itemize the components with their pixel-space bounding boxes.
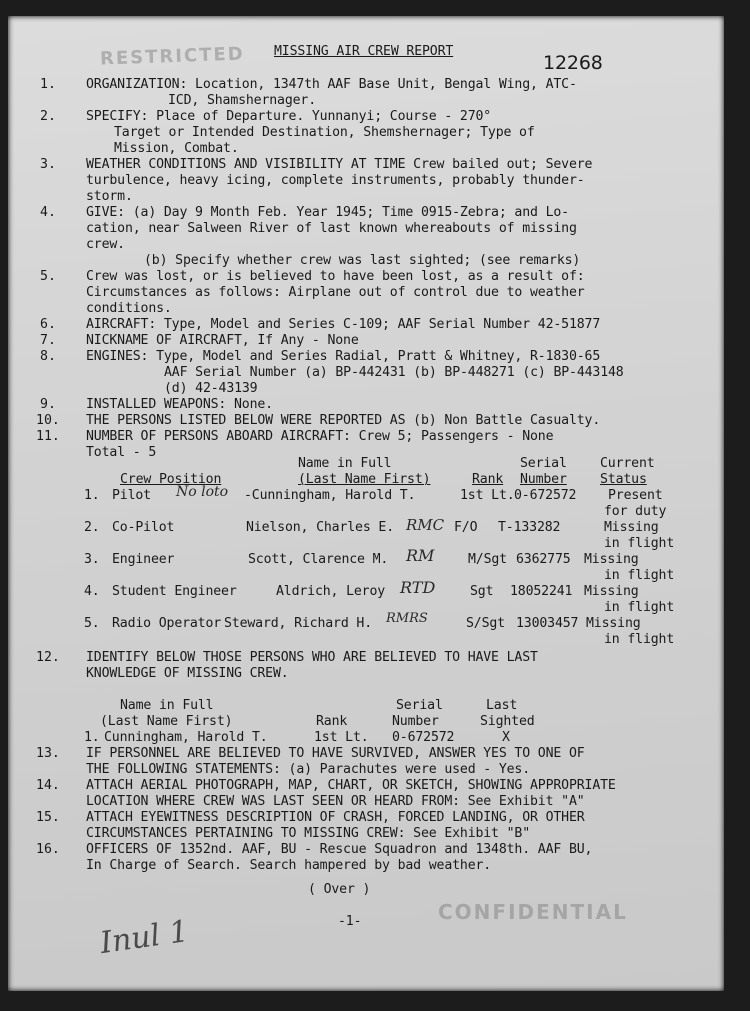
item-number: 15. [36, 810, 60, 825]
item-13-line-1: IF PERSONNEL ARE BELIEVED TO HAVE SURVIVED, ANSWER YES TO ONE OF [86, 746, 585, 761]
crew-row-no: 3. [84, 552, 100, 567]
crew-row-status-1: Missing [586, 616, 641, 631]
item-16-line-1: OFFICERS OF 1352nd. AAF, BU - Rescue Squadron and 1348th. AAF BU, [86, 842, 593, 857]
crew-row-status-2: in flight [604, 632, 675, 647]
crew-row-status-1: Missing [584, 552, 639, 567]
crew-col-name-2: (Last Name First) [298, 472, 431, 487]
item-15-line-2: CIRCUMSTANCES PERTAINING TO MISSING CREW: See Exhibit "B" [86, 826, 531, 841]
crew-row-note: No loto [176, 484, 229, 500]
item-number: 1. [40, 77, 56, 92]
item-number: 4. [40, 205, 56, 220]
crew-row-no: 2. [84, 520, 100, 535]
last-col-serial-2: Number [392, 714, 439, 729]
item-number: 12. [36, 650, 60, 665]
handwritten-initials: Inul 1 [97, 913, 191, 962]
item-7-line-1: NICKNAME OF AIRCRAFT, If Any - None [86, 333, 359, 348]
item-11-line-1: NUMBER OF PERSONS ABOARD AIRCRAFT: Crew 5; Passengers - None [86, 429, 554, 444]
document-page [8, 16, 724, 991]
item-12-line-1: IDENTIFY BELOW THOSE PERSONS WHO ARE BELIEVED TO HAVE LAST [86, 650, 538, 665]
item-number: 5. [40, 269, 56, 284]
crew-col-status-1: Current [600, 456, 655, 471]
item-number: 10. [36, 413, 60, 428]
last-col-serial-1: Serial [396, 698, 443, 713]
crew-row-status-1: Present [608, 488, 663, 503]
last-col-name-2: (Last Name First) [100, 714, 233, 729]
crew-row-name: Aldrich, Leroy [276, 584, 386, 599]
restricted-stamp: RESTRICTED [99, 43, 246, 70]
last-row-rank: 1st Lt. [314, 730, 369, 745]
item-3-line-1: WEATHER CONDITIONS AND VISIBILITY AT TIME Crew bailed out; Severe [86, 157, 593, 172]
item-number: 11. [36, 429, 60, 444]
crew-col-serial-1: Serial [520, 456, 567, 471]
crew-row-rank: 1st Lt. [460, 488, 515, 503]
item-9-line-1: INSTALLED WEAPONS: None. [86, 397, 273, 412]
last-row-name: Cunningham, Harold T. [104, 730, 268, 745]
item-12-line-2: KNOWLEDGE OF MISSING CREW. [86, 666, 289, 681]
crew-row-serial: T-133282 [498, 520, 561, 535]
last-row-sighted: X [502, 730, 510, 745]
item-number: 3. [40, 157, 56, 172]
last-col-name-1: Name in Full [120, 698, 214, 713]
item-5-line-2: Circumstances as follows: Airplane out of control due to weather [86, 285, 585, 300]
last-row-serial: 0-672572 [392, 730, 455, 745]
crew-row-name: -Cunningham, Harold T. [244, 488, 416, 503]
item-16-line-2: In Charge of Search. Search hampered by bad weather. [86, 858, 492, 873]
crew-row-status-2: in flight [604, 536, 675, 551]
crew-row-status-2: in flight [604, 568, 675, 583]
item-3-line-2: turbulence, heavy icing, complete instruments, probably thunder- [86, 173, 585, 188]
item-13-line-2: THE FOLLOWING STATEMENTS: (a) Parachutes were used - Yes. [86, 762, 531, 777]
item-8-line-3: (d) 42-43139 [164, 381, 258, 396]
crew-row-position: Co-Pilot [112, 520, 175, 535]
crew-row-status-1: Missing [584, 584, 639, 599]
item-14-line-1: ATTACH AERIAL PHOTOGRAPH, MAP, CHART, OR SKETCH, SHOWING APPROPRIATE [86, 778, 616, 793]
item-8-line-1: ENGINES: Type, Model and Series Radial, Pratt & Whitney, R-1830-65 [86, 349, 601, 364]
crew-row-serial: 13003457 [516, 616, 579, 631]
item-4-line-1: GIVE: (a) Day 9 Month Feb. Year 1945; Time 0915-Zebra; and Lo- [86, 205, 569, 220]
item-3-line-3: storm. [86, 189, 133, 204]
item-number: 7. [40, 333, 56, 348]
crew-row-name: Nielson, Charles E. [246, 520, 395, 535]
last-col-rank: Rank [316, 714, 348, 729]
report-title: MISSING AIR CREW REPORT [274, 44, 454, 59]
crew-row-position: Student Engineer [112, 584, 237, 599]
item-number: 2. [40, 109, 56, 124]
item-5-line-1: Crew was lost, or is believed to have been lost, as a result of: [86, 269, 585, 284]
confidential-stamp: CONFIDENTIAL [438, 900, 628, 924]
crew-row-status-2: in flight [604, 600, 675, 615]
item-2-line-2: Target or Intended Destination, Shemshernager; Type of [114, 125, 535, 140]
item-number: 9. [40, 397, 56, 412]
item-1-line-1: ORGANIZATION: Location, 1347th AAF Base Unit, Bengal Wing, ATC- [86, 77, 577, 92]
report-number: 12268 [543, 52, 603, 74]
crew-col-name-1: Name in Full [298, 456, 392, 471]
crew-row-note: RMRS [386, 611, 428, 626]
crew-row-status-1: Missing [604, 520, 659, 535]
crew-row-rank: M/Sgt [468, 552, 507, 567]
item-4-line-3: crew. [86, 237, 125, 252]
item-number: 6. [40, 317, 56, 332]
item-6-line-1: AIRCRAFT: Type, Model and Series C-109; AAF Serial Number 42-51877 [86, 317, 601, 332]
crew-row-position: Radio Operator [112, 616, 222, 631]
crew-row-status-2: for duty [604, 504, 667, 519]
crew-col-position: Crew Position [120, 472, 222, 487]
crew-row-rank: S/Sgt [466, 616, 505, 631]
crew-col-status-2: Status [600, 472, 647, 487]
crew-row-name: Steward, Richard H. [224, 616, 373, 631]
item-10-line-1: THE PERSONS LISTED BELOW WERE REPORTED AS (b) Non Battle Casualty. [86, 413, 601, 428]
page-number: -1- [338, 914, 362, 929]
item-14-line-2: LOCATION WHERE CREW WAS LAST SEEN OR HEARD FROM: See Exhibit "A" [86, 794, 585, 809]
crew-row-serial: 18052241 [510, 584, 573, 599]
crew-row-position: Pilot [112, 488, 151, 503]
crew-row-rank: F/O [454, 520, 478, 535]
crew-row-note: RTD [400, 578, 436, 597]
crew-row-no: 1. [84, 488, 100, 503]
item-4-line-4: (b) Specify whether crew was last sighted; (see remarks) [144, 253, 581, 268]
last-col-sighted-1: Last [486, 698, 518, 713]
item-1-line-2: ICD, Shamshernager. [168, 93, 317, 108]
crew-row-serial: 0-672572 [514, 488, 577, 503]
item-number: 14. [36, 778, 60, 793]
crew-col-serial-2: Number [520, 472, 567, 487]
crew-row-serial: 6362775 [516, 552, 571, 567]
item-number: 8. [40, 349, 56, 364]
crew-col-rank: Rank [472, 472, 504, 487]
item-8-line-2: AAF Serial Number (a) BP-442431 (b) BP-448271 (c) BP-443148 [164, 365, 624, 380]
item-5-line-3: conditions. [86, 301, 172, 316]
item-number: 13. [36, 746, 60, 761]
crew-row-no: 5. [84, 616, 100, 631]
item-2-line-1: SPECIFY: Place of Departure. Yunnanyi; Course - 270° [86, 109, 492, 124]
last-col-sighted-2: Sighted [480, 714, 535, 729]
crew-row-no: 4. [84, 584, 100, 599]
crew-row-rank: Sgt [470, 584, 494, 599]
crew-row-name: Scott, Clarence M. [248, 552, 389, 567]
item-11-line-2: Total - 5 [86, 445, 157, 460]
item-number: 16. [36, 842, 60, 857]
item-2-line-3: Mission, Combat. [114, 141, 239, 156]
page-over-note: ( Over ) [308, 882, 371, 897]
item-4-line-2: cation, near Salween River of last known whereabouts of missing [86, 221, 577, 236]
crew-row-note: RM [406, 546, 435, 565]
item-15-line-1: ATTACH EYEWITNESS DESCRIPTION OF CRASH, FORCED LANDING, OR OTHER [86, 810, 585, 825]
crew-row-position: Engineer [112, 552, 175, 567]
crew-row-note: RMC [406, 516, 445, 534]
last-row-no: 1. [84, 730, 100, 745]
